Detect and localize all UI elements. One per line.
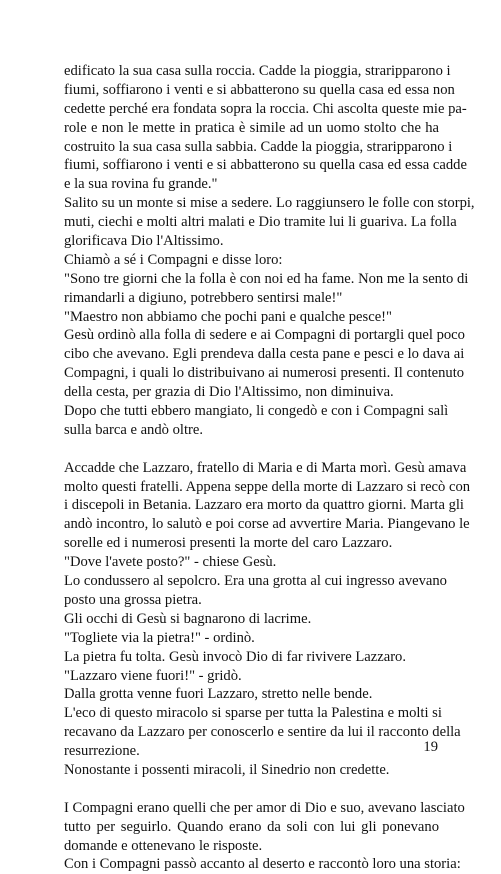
text-line: Accadde che Lazzaro, fratello di Maria e di Marta morì. Gesù amava [64,459,467,476]
paragraph [64,704,461,761]
paragraph [64,761,439,780]
paragraph [64,326,465,402]
text-line: Chiamò a sé i Compagni e disse loro: [64,251,283,268]
paragraph [64,402,449,440]
text-line: role e non le mette in pratica è simile ad un uomo stolto che ha [64,119,439,136]
text-line: Dalla grotta venne fuori Lazzaro, stretto nelle bende. [64,686,373,703]
paragraph [64,648,439,667]
text-line: fiumi, soffiarono i venti e si abbatterono su quella casa ed essa cadde [64,157,467,174]
paragraph [64,685,439,704]
paragraph [64,251,439,270]
paragraph [64,855,461,874]
paragraph [64,308,439,327]
text-line: domande e ottenevano le risposte. [64,837,263,854]
text-line: Compagni, i quali lo distribuivano ai numerosi presenti. Il contenuto [64,365,465,382]
paragraph-gap [64,780,439,799]
text-line: recavano da Lazzaro per conoscerlo e sentire da lui il racconto della [64,724,461,741]
paragraph [64,270,469,308]
text-line: "Togliete via la pietra!" - ordinò. [64,629,255,646]
text-line: tutto per seguirlo. Quando erano da soli con lui gli ponevano [64,818,439,835]
paragraph [64,572,447,610]
text-line: costruito la sua casa sulla sabbia. Cadde la pioggia, straripparono i [64,138,453,155]
text-line: edificato la sua casa sulla roccia. Cadde la pioggia, straripparono i [64,63,451,79]
text-line: Nonostante i possenti miracoli, il Sinedrio non credette. [64,761,390,778]
text-line: Salito su un monte si mise a sedere. Lo raggiunsero le folle con storpi, [64,195,475,212]
paragraph-gap [64,440,439,459]
page-number: 19 [423,739,438,755]
text-line: L'eco di questo miracolo si sparse per tutta la Palestina e molti si [64,705,442,722]
text-line: "Sono tre giorni che la folla è con noi ed ha fame. Non me la sento di [64,270,469,287]
text-line: rimandarli a digiuno, potrebbero sentirsi male!" [64,289,343,306]
text-line: molto questi fratelli. Appena seppe della morte di Lazzaro si recò con [64,478,471,495]
text-line: resurrezione. [64,743,140,760]
text-line: muti, ciechi e molti altri malati e Dio tramite lui li guariva. La folla [64,214,457,231]
text-line: Gesù ordinò alla folla di sedere e ai Compagni di portargli quel poco [64,327,465,344]
text-line: Gli occhi di Gesù si bagnarono di lacrime. [64,610,312,627]
text-line: sorelle ed i numerosi presenti la morte del caro Lazzaro. [64,535,393,552]
paragraph [64,194,475,251]
text-line: Dopo che tutti ebbero mangiato, li congedò e con i Compagni salì [64,403,449,420]
text-line: glorificava Dio l'Altissimo. [64,233,224,250]
text-line: La pietra fu tolta. Gesù invocò Dio di far rivivere Lazzaro. [64,648,406,665]
paragraph [64,62,467,194]
text-line: Con i Compagni passò accanto al deserto e raccontò loro una storia: [64,856,461,873]
text-line: posto una grossa pietra. [64,591,202,608]
paragraph [64,799,465,856]
text-line: i discepoli in Betania. Lazzaro era morto da quattro giorni. Marta gli [64,497,464,514]
text-line: cibo che avevano. Egli prendeva dalla cesta pane e pesci e lo dava ai [64,346,465,363]
text-line: I Compagni erano quelli che per amor di Dio e suo, avevano lasciato [64,799,465,816]
text-line: cedette perché era fondata sopra la roccia. Chi ascolta queste mie pa- [64,100,467,117]
text-line: fiumi, soffiarono i venti e si abbatterono su quella casa ed essa non [64,81,455,98]
text-line: della cesta, per grazia di Dio l'Altissimo, non diminuiva. [64,384,394,401]
paragraph [64,459,471,553]
paragraph [64,629,439,648]
text-line: "Lazzaro viene fuori!" - gridò. [64,667,242,684]
text-line: e la sua rovina fu grande." [64,176,218,193]
paragraph [64,610,439,629]
page-body [64,62,475,874]
text-line: Lo condussero al sepolcro. Era una grotta al cui ingresso avevano [64,573,447,590]
text-line: "Maestro non abbiamo che pochi pani e qualche pesce!" [64,308,392,325]
paragraph [64,667,439,686]
paragraph [64,553,439,572]
text-line: sulla barca e andò oltre. [64,421,203,438]
text-line: andò incontro, lo salutò e poi corse ad avvertire Maria. Piangevano le [64,516,470,533]
text-line: "Dove l'avete posto?" - chiese Gesù. [64,554,277,571]
